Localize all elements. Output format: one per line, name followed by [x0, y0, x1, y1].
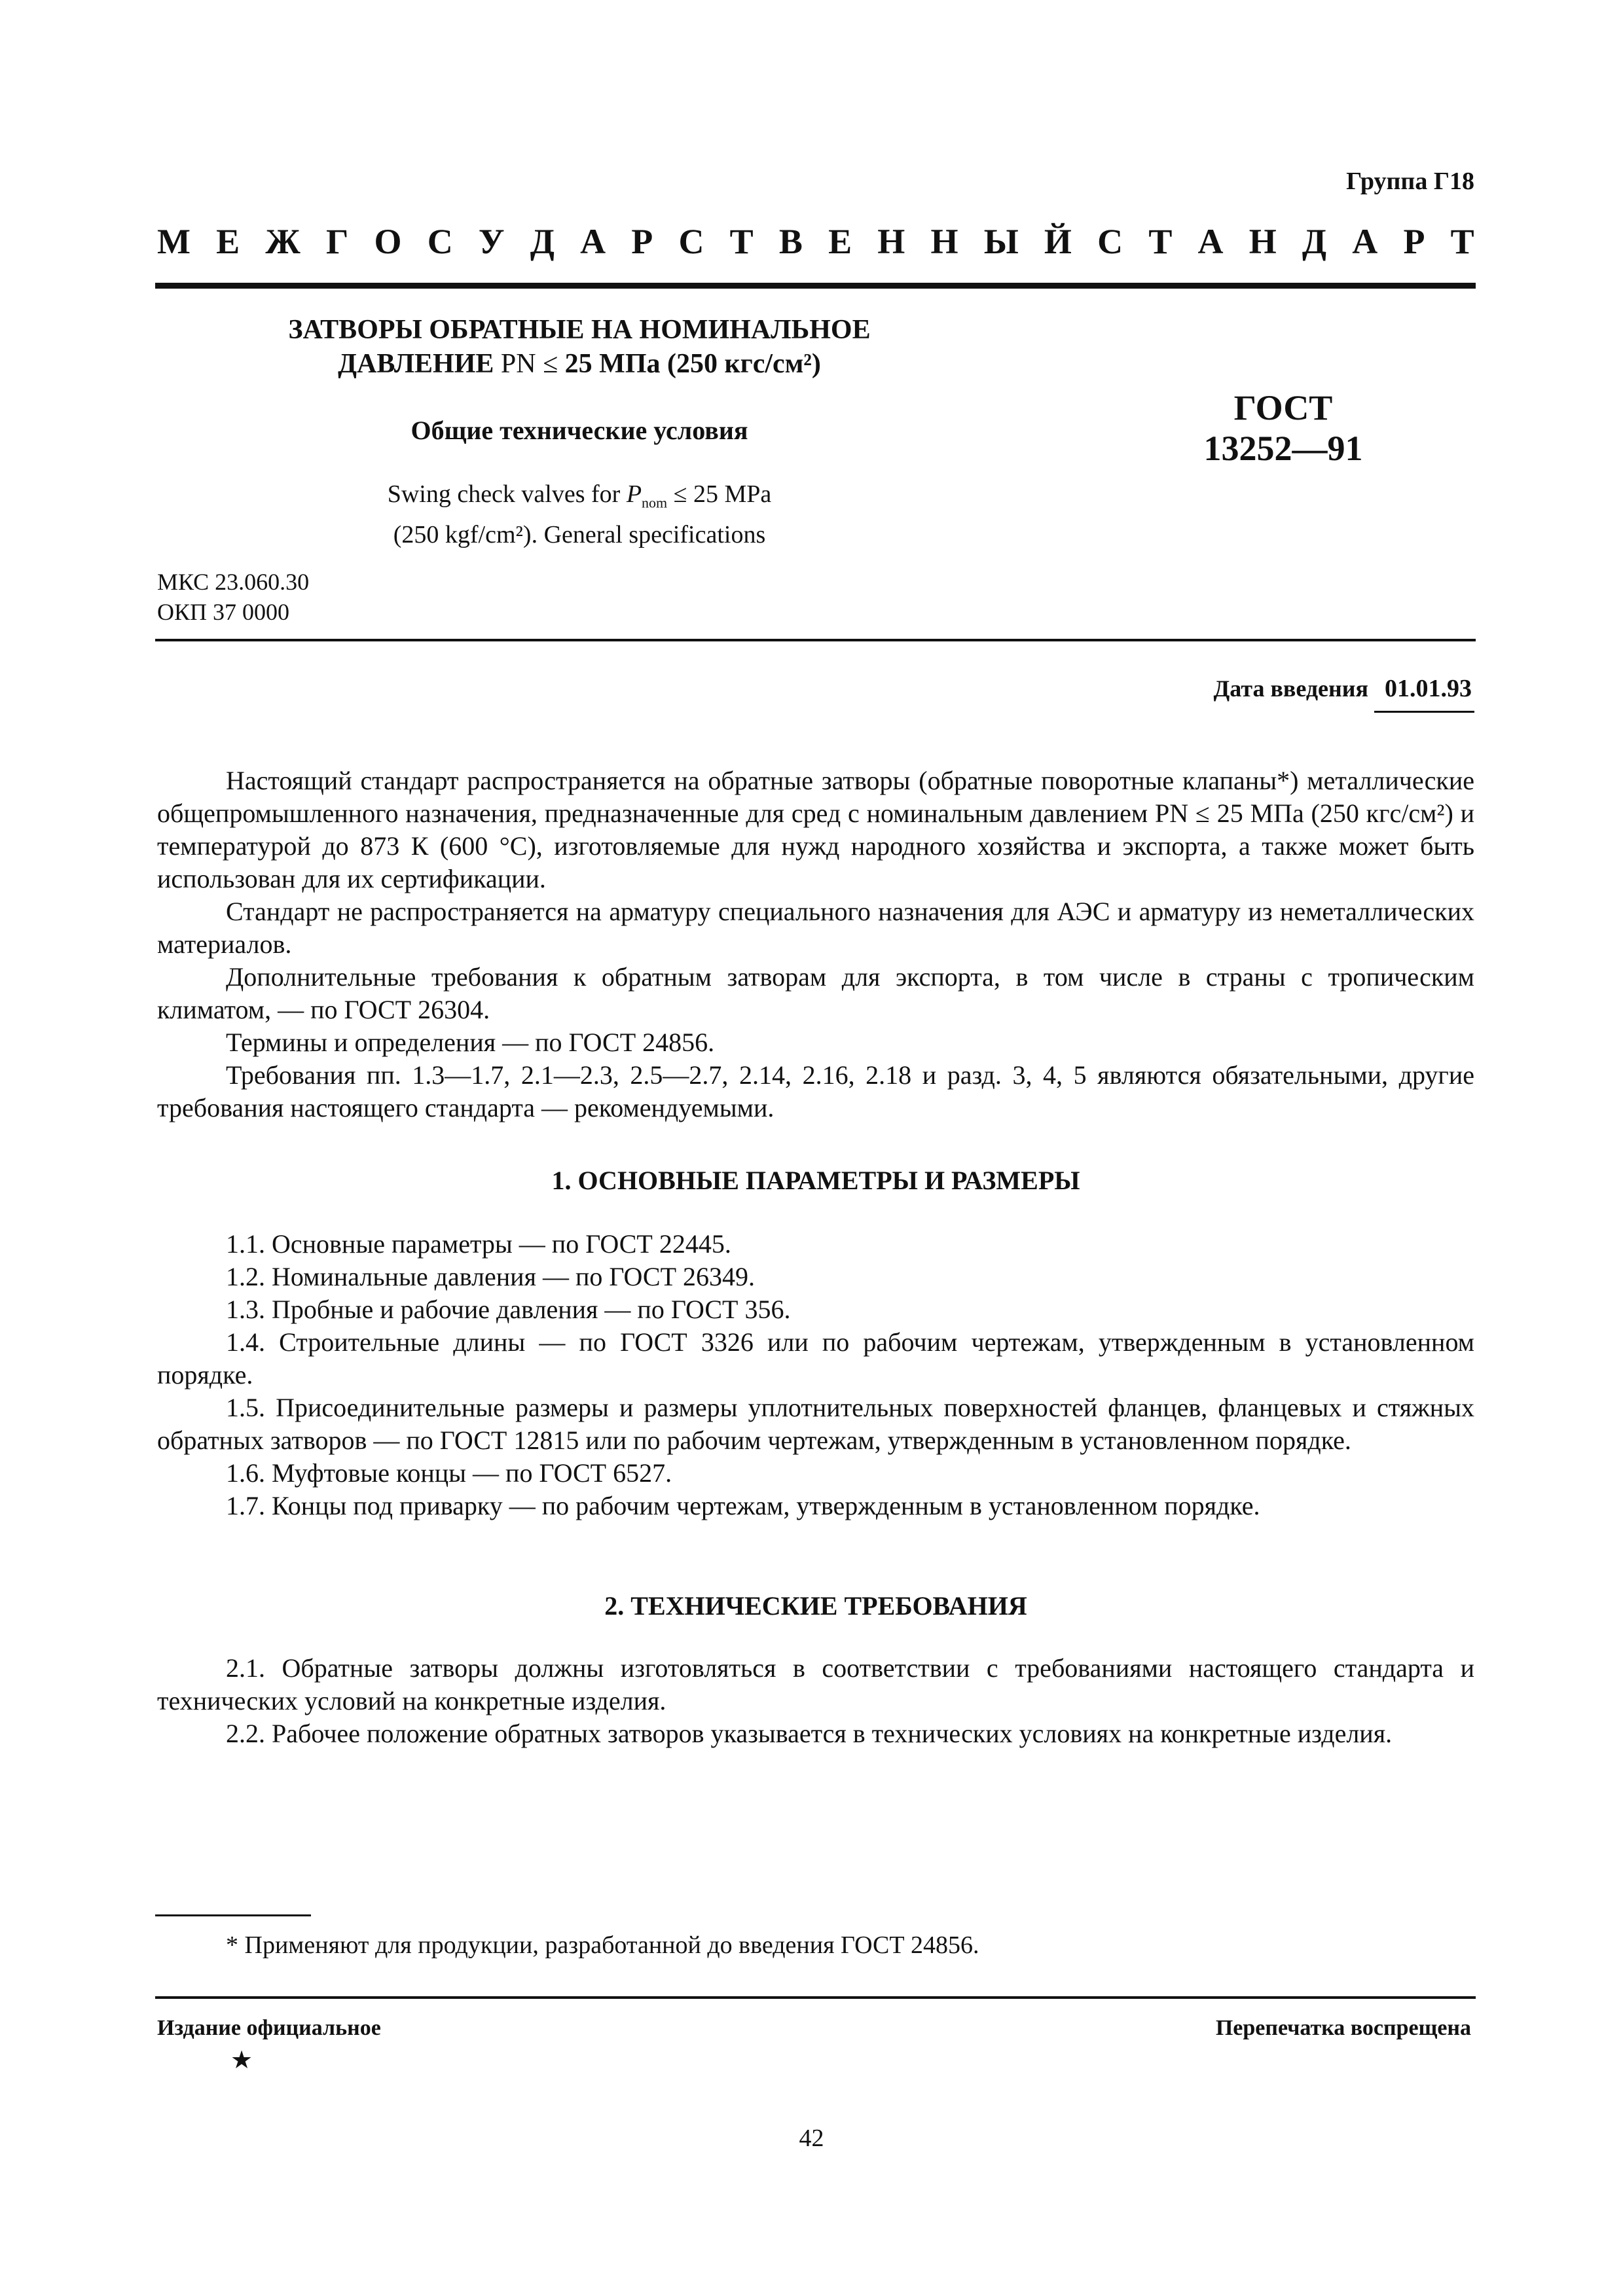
banner-letter: Р [631, 222, 653, 261]
banner-letter: М [157, 222, 191, 261]
banner-letter: Н [930, 222, 958, 261]
document-title [157, 313, 1002, 381]
english-sub: nom [642, 494, 668, 511]
clause: 1.4. Строительные длины — по ГОСТ 3326 или по рабочим чертежам, утвержденным в установленном порядке. [157, 1327, 1474, 1390]
header-rule [155, 283, 1476, 289]
clause: 2.1. Обратные затворы должны изготовляться в соответствии с требованиями настоящего стандарта и технических условий на конкретные изделия. [157, 1653, 1474, 1715]
section-2-text [157, 1652, 1474, 1750]
interstate-standard-banner [157, 221, 1474, 262]
intro-paragraph: Стандарт не распространяется на арматуру специального назначения для АЭС и арматуру из неметаллических материалов. [157, 897, 1474, 959]
group-label: Группа Г18 [1346, 168, 1474, 195]
intro-paragraph: Настоящий стандарт распространяется на обратные затворы (обратные поворотные клапаны*) металлические общепромышленного назначения, предназначенные для сред с номинальным давлением PN ≤ 25 МПа (250 кгс/см²) и температурой до 873 К (600 °С), изготовляемые для нужд народного хозяйства и экспорта, а также может быть использован для их сертификации. [157, 766, 1474, 893]
clause: 1.2. Номинальные давления — по ГОСТ 26349. [226, 1262, 756, 1291]
clause: 1.1. Основные параметры — по ГОСТ 22445. [226, 1229, 731, 1259]
banner-letter: С [678, 222, 704, 261]
okp-code: ОКП 37 0000 [157, 599, 290, 625]
mks-code: МКС 23.060.30 [157, 569, 310, 595]
intro-text [157, 764, 1474, 1124]
english-title-line-1 [157, 478, 1002, 519]
footnote-rule [155, 1914, 311, 1916]
english-a: Swing check valves for [387, 480, 627, 508]
classification-codes [157, 567, 309, 627]
banner-letter: Ж [265, 222, 301, 261]
banner-letter: Н [1249, 222, 1277, 261]
clause: 1.5. Присоединительные размеры и размеры уплотнительных поверхностей фланцев, фланцевых и стяжных обратных затворов — по ГОСТ 12815 или по рабочим чертежам, утвержденным в установленном порядке. [157, 1393, 1474, 1455]
document-subtitle: Общие технические условия [410, 416, 748, 445]
title-line-2-pn: PN ≤ [500, 349, 565, 379]
codes-rule [155, 639, 1476, 641]
clause: 1.3. Пробные и рабочие давления — по ГОСТ 356. [226, 1295, 791, 1324]
banner-letter: Т [1148, 222, 1173, 261]
banner-letter: Д [1302, 222, 1327, 261]
section-1-heading: 1. ОСНОВНЫЕ ПАРАМЕТРЫ И РАЗМЕРЫ [551, 1166, 1080, 1195]
banner-letter: Р [1403, 222, 1425, 261]
gost-designation [1178, 387, 1388, 469]
gost-line-1: ГОСТ [1233, 388, 1333, 427]
banner-letter: С [1097, 222, 1123, 261]
footnote: * Применяют для продукции, разработанной до введения ГОСТ 24856. [226, 1931, 979, 1959]
banner-letter: О [374, 222, 402, 261]
intro-paragraph: Термины и определения — по ГОСТ 24856. [226, 1028, 715, 1057]
banner-letter: Т [1450, 222, 1474, 261]
title-line-1: ЗАТВОРЫ ОБРАТНЫЕ НА НОМИНАЛЬНОЕ [288, 315, 871, 345]
intro-paragraph: Дополнительные требования к обратным затворам для экспорта, в том числе в страны с тропическим климатом, — по ГОСТ 26304. [157, 962, 1474, 1024]
banner-letter: Н [877, 222, 905, 261]
edition-label: Издание официальное [157, 2016, 381, 2040]
banner-letter: В [778, 222, 803, 261]
title-line-2-a: ДАВЛЕНИЕ [338, 349, 501, 379]
clause: 1.7. Концы под приварку — по рабочим чертежам, утвержденным в установленном порядке. [226, 1491, 1260, 1520]
intro-paragraph: Требования пп. 1.3—1.7, 2.1—2.3, 2.5—2.7, 2.14, 2.16, 2.18 и разд. 3, 4, 5 являются обязательными, другие требования настоящего стандарта — рекомендуемыми. [157, 1060, 1474, 1122]
date-value: 01.01.93 [1374, 674, 1474, 713]
banner-letter: А [580, 222, 606, 261]
title-line-2 [157, 347, 1002, 381]
english-title [157, 478, 1002, 550]
banner-letter: Е [828, 222, 852, 261]
clause: 1.6. Муфтовые концы — по ГОСТ 6527. [226, 1458, 672, 1488]
banner-letter: С [427, 222, 453, 261]
banner-letter: Д [530, 222, 555, 261]
banner-letter: А [1197, 222, 1224, 261]
page-number: 42 [799, 2125, 824, 2152]
introduction-date [1214, 674, 1475, 713]
english-title-line-2: (250 kgf/cm²). General specifications [393, 520, 766, 548]
english-p: P [626, 480, 642, 508]
footer-rule [155, 1996, 1476, 1999]
banner-letter: Ы [983, 222, 1019, 261]
banner-letter: Й [1044, 222, 1072, 261]
banner-letter: У [478, 222, 505, 261]
section-2-heading: 2. ТЕХНИЧЕСКИЕ ТРЕБОВАНИЯ [604, 1591, 1027, 1621]
banner-letter: Е [216, 222, 240, 261]
title-line-2-b: 25 МПа (250 кгс/см²) [564, 349, 821, 379]
section-1-text [157, 1228, 1474, 1522]
banner-letter: А [1352, 222, 1378, 261]
english-b: ≤ 25 MPa [667, 480, 772, 508]
banner-letter: Г [325, 222, 349, 261]
star-icon: ★ [230, 2047, 253, 2074]
clause: 2.2. Рабочее положение обратных затворов указывается в технических условиях на конкретные изделия. [226, 1719, 1393, 1748]
gost-number: 13252—91 [1203, 429, 1363, 468]
date-label: Дата введения [1213, 675, 1368, 702]
banner-letter: Т [729, 222, 754, 261]
reprint-notice: Перепечатка воспрещена [1215, 2016, 1471, 2040]
